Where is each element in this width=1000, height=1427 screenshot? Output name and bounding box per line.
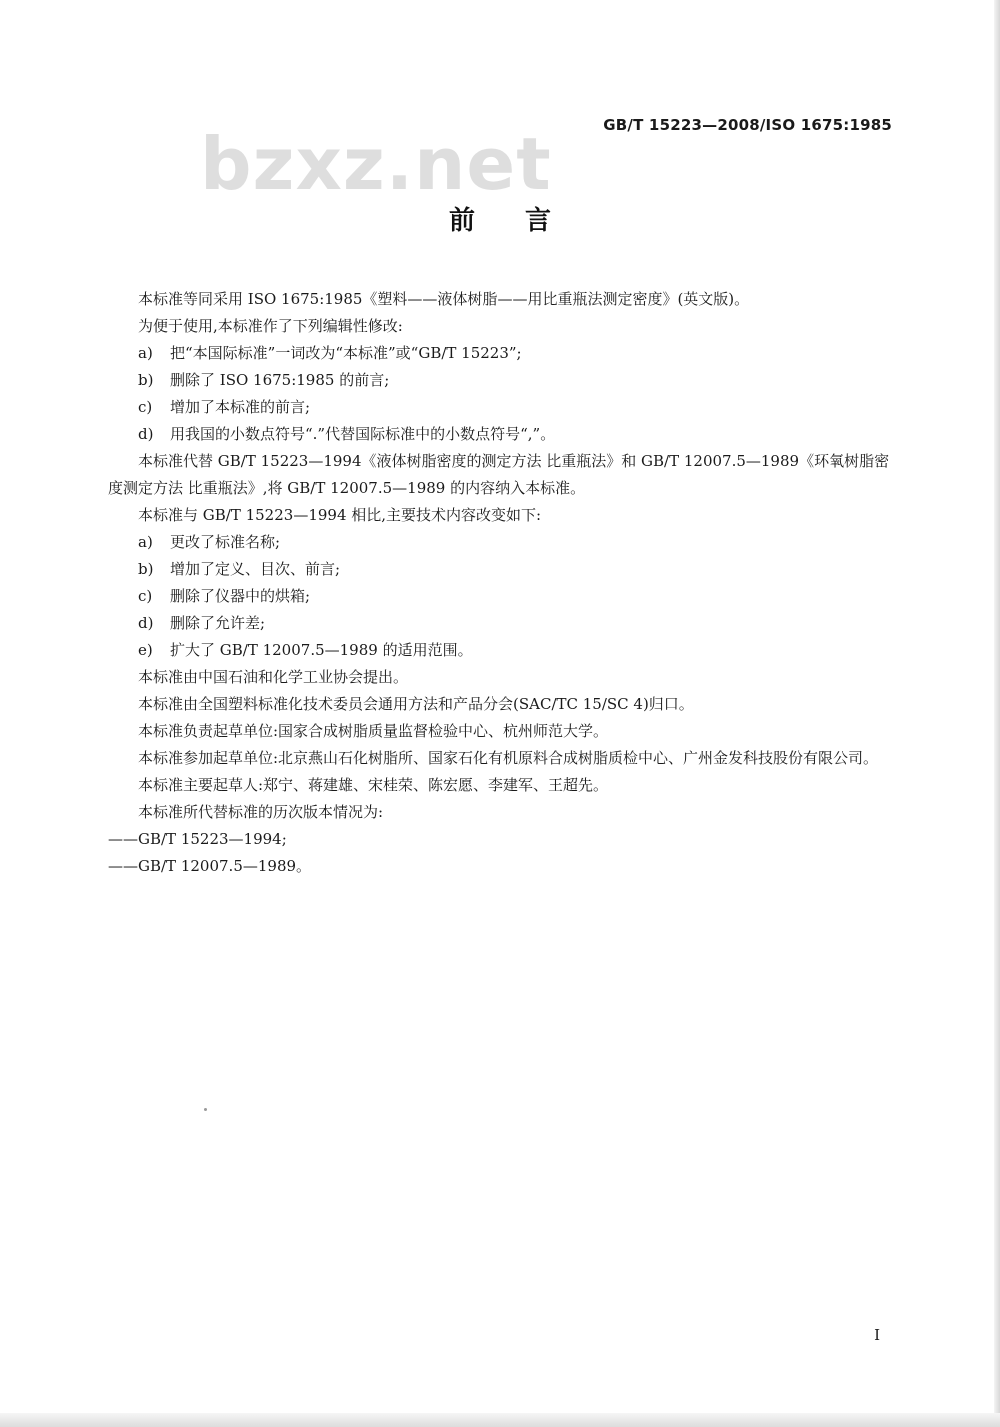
paragraph-replacement: 本标准代替 GB/T 15223—1994《液体树脂密度的测定方法 比重瓶法》和 GB/T 12007.5—1989《环氧树脂密度测定方法 比重瓶法》,将 GB/T 12007.5—1989 的内容纳入本标准。 [108, 452, 890, 497]
standard-code-header: GB/T 15223—2008/ISO 1675:1985 [603, 116, 892, 134]
list-item-text: 增加了本标准的前言; [170, 398, 311, 416]
list-item-label: a) [138, 533, 153, 551]
page-title: 前言 [448, 206, 601, 236]
list-item [108, 637, 892, 664]
list-item-label: c) [138, 398, 153, 416]
paragraph-adoption: 本标准等同采用 ISO 1675:1985《塑料——液体树脂——用比重瓶法测定密度》(英文版)。 [138, 290, 750, 308]
list-item [108, 610, 892, 637]
list-item [108, 421, 892, 448]
list-item [108, 556, 892, 583]
list-item-label: c) [138, 587, 153, 605]
history-item: ——GB/T 15223—1994; [108, 830, 287, 848]
list-item-text: 更改了标准名称; [170, 533, 281, 551]
list-item [108, 583, 892, 610]
list-item-text: 用我国的小数点符号“.”代替国际标准中的小数点符号“,”。 [170, 425, 556, 443]
scan-speck [204, 1108, 207, 1111]
paragraph-participating-drafters: 本标准参加起草单位:北京燕山石化树脂所、国家石化有机原料合成树脂质检中心、广州金发科技股份有限公司。 [138, 749, 879, 767]
paragraph-editorial-changes: 为便于使用,本标准作了下列编辑性修改: [138, 317, 403, 335]
list-item-label: a) [138, 344, 153, 362]
list-item-text: 增加了定义、目次、前言; [170, 560, 341, 578]
list-item-label: b) [138, 560, 154, 578]
paragraph-history-intro: 本标准所代替标准的历次版本情况为: [138, 803, 384, 821]
list-item-text: 把“本国际标准”一词改为“本标准”或“GB/T 15223”; [170, 344, 522, 362]
list-item-label: d) [138, 614, 154, 632]
list-item-label: d) [138, 425, 154, 443]
list-item-text: 删除了仪器中的烘箱; [170, 587, 311, 605]
list-item-text: 删除了 ISO 1675:1985 的前言; [170, 371, 390, 389]
history-item: ——GB/T 12007.5—1989。 [108, 857, 312, 875]
list-item [108, 529, 892, 556]
list-item-text: 扩大了 GB/T 12007.5—1989 的适用范围。 [170, 641, 473, 659]
paragraph-proposer: 本标准由中国石油和化学工业协会提出。 [138, 668, 409, 686]
paragraph-responsible-drafter: 本标准负责起草单位:国家合成树脂质量监督检验中心、杭州师范大学。 [138, 722, 609, 740]
paragraph-centralized-by: 本标准由全国塑料标准化技术委员会通用方法和产品分会(SAC/TC 15/SC 4)归口。 [138, 695, 694, 713]
list-item [108, 394, 892, 421]
editorial-changes-list [108, 340, 892, 448]
history-list [108, 826, 892, 880]
page-edge-shadow-bottom [0, 1413, 1000, 1427]
list-item-text: 删除了允许差; [170, 614, 266, 632]
list-item-label: e) [138, 641, 153, 659]
list-item [108, 340, 892, 367]
watermark: bzxz.net [200, 122, 552, 206]
document-body [108, 286, 892, 880]
list-item-label: b) [138, 371, 154, 389]
paragraph-technical-changes: 本标准与 GB/T 15223—1994 相比,主要技术内容改变如下: [138, 506, 542, 524]
page-number: I [874, 1326, 880, 1344]
list-item [108, 367, 892, 394]
technical-changes-list [108, 529, 892, 664]
paragraph-main-drafters: 本标准主要起草人:郑宁、蒋建雄、宋桂荣、陈宏愿、李建军、王超先。 [138, 776, 609, 794]
